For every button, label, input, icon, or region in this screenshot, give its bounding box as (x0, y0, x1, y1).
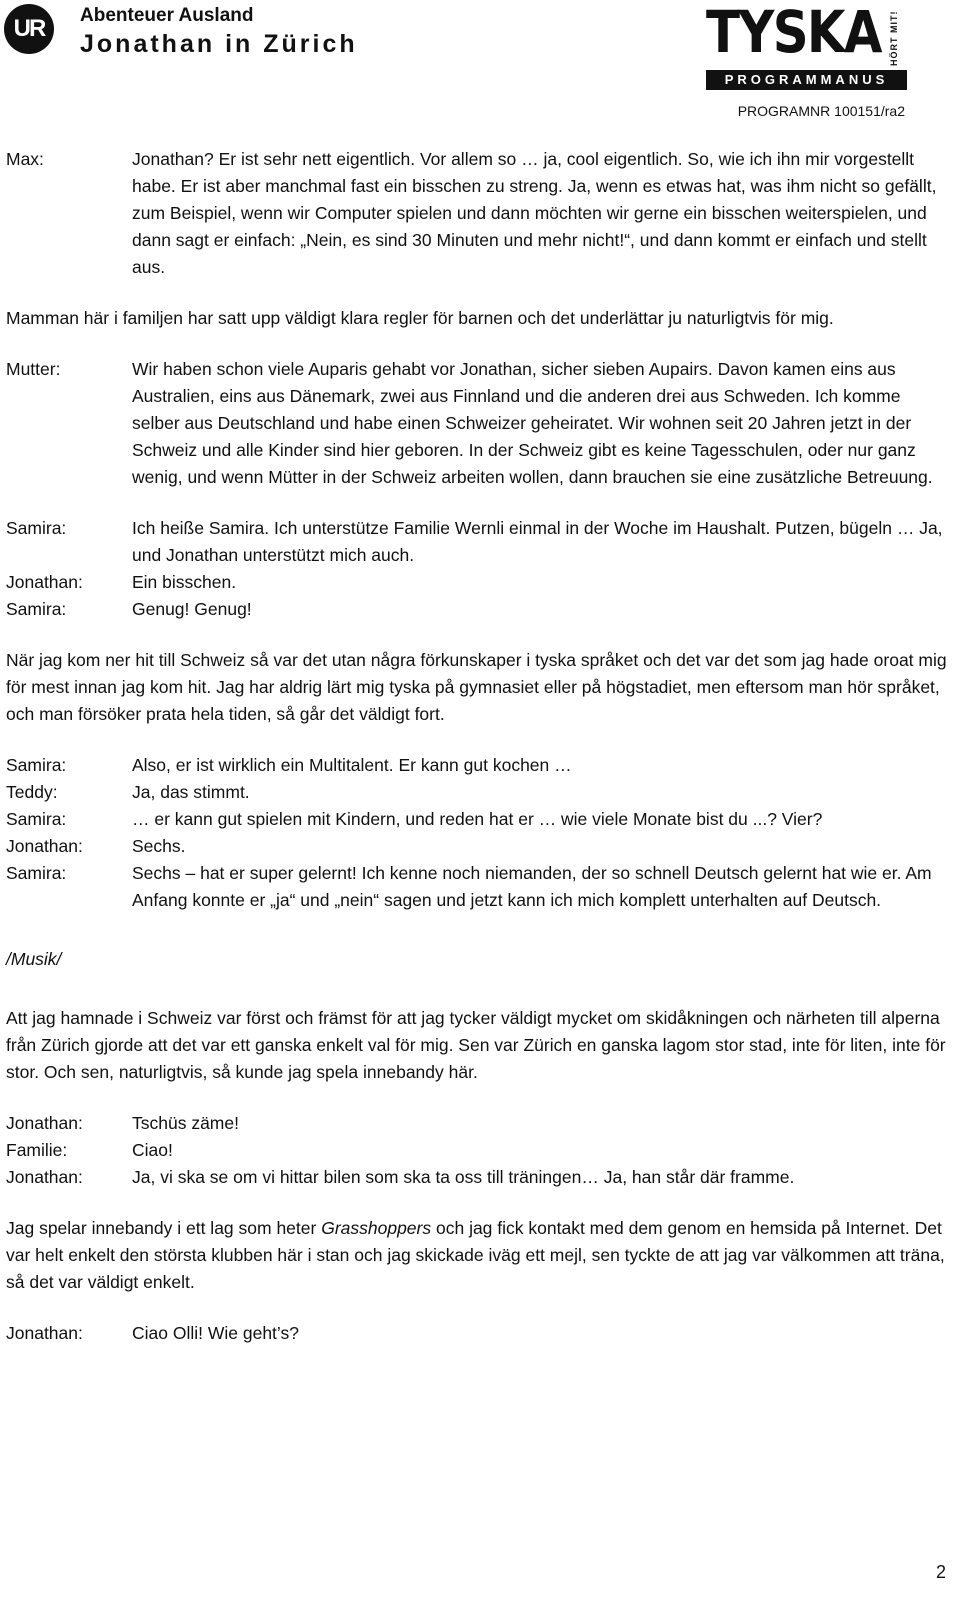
transcript (6, 146, 950, 1347)
team-name: Grasshoppers (321, 1218, 432, 1238)
line-text: Genug! Genug! (132, 599, 252, 619)
speaker: Samira: (6, 518, 67, 538)
dialogue-line (6, 596, 950, 623)
speaker: Jonathan: (6, 1167, 83, 1187)
dialogue-line (6, 752, 950, 779)
dialogue-line (6, 1320, 950, 1347)
speaker: Teddy: (6, 782, 58, 802)
dialogue-line (6, 356, 950, 491)
dialogue-line (6, 806, 950, 833)
narration: Mamman här i familjen har satt upp väldigt klara regler för barnen och det underlättar ju naturligtvis för mig. (6, 308, 834, 328)
speaker: Mutter: (6, 359, 61, 379)
line-text: Ja, vi ska se om vi hittar bilen som ska ta oss till träningen… Ja, han står där framme. (132, 1167, 795, 1187)
series-title: Abenteuer Ausland (80, 5, 254, 26)
brand-logo-text: TYSKA (706, 0, 881, 66)
speaker: Jonathan: (6, 572, 83, 592)
speaker: Jonathan: (6, 1113, 83, 1133)
dialogue-line (6, 569, 950, 596)
narration: När jag kom ner hit till Schweiz så var det utan några förkunskaper i tyska språket och det var det som jag hade oroat mig för mest innan jag kom hit. Jag har aldrig lärt mig tyska på gymnasiet eller på högstadiet, men eftersom man hör språket, och man försöker prata hela tiden, så går det väldigt fort. (6, 650, 947, 724)
music-cue: /Musik/ (6, 949, 62, 969)
speaker: Jonathan: (6, 1323, 83, 1343)
line-text: … er kann gut spielen mit Kindern, und reden hat er … wie viele Monate bist du ...? Vier? (132, 809, 823, 829)
line-text: Sechs – hat er super gelernt! Ich kenne noch niemanden, der so schnell Deutsch gelernt hat wie er. Am Anfang konnte er „ja“ und „nein“ sagen und jetzt kann ich mich komplett unterhalten auf Deutsch. (132, 863, 932, 910)
speaker: Samira: (6, 863, 67, 883)
dialogue-line (6, 515, 950, 569)
speaker: Familie: (6, 1140, 68, 1160)
line-text: Wir haben schon viele Auparis gehabt vor Jonathan, sicher sieben Aupairs. Davon kamen eins aus Australien, eins aus Dänemark, zwei aus Finnland und die anderen drei aus Schweden. Ich komme selber aus Deutschland und habe einen Schweizer geheiratet. Wir wohnen seit 20 Jahren jetzt in der Schweiz und alle Kinder sind hier geboren. In der Schweiz gibt es keine Tagesschulen, oder nur ganz wenig, und wenn Mütter in der Schweiz arbeiten wollen, dann brauchen sie eine zusätzliche Betreuung. (132, 359, 933, 487)
speaker: Samira: (6, 599, 67, 619)
dialogue-line (6, 1137, 950, 1164)
dialogue-line (6, 146, 950, 281)
line-text: Ciao Olli! Wie geht’s? (132, 1323, 299, 1343)
program-label: PROGRAMMANUS (706, 70, 907, 90)
program-title: Jonathan in Zürich (80, 30, 358, 58)
dialogue-line (6, 1164, 950, 1191)
speaker: Samira: (6, 809, 67, 829)
narration-text: Jag spelar innebandy i ett lag som heter (6, 1218, 322, 1238)
page-header (0, 0, 960, 125)
line-text: Ich heiße Samira. Ich unterstütze Familie Wernli einmal in der Woche im Haushalt. Putzen, bügeln … Ja, und Jonathan unterstützt mich auch. (132, 518, 943, 565)
dialogue-line (6, 1110, 950, 1137)
line-text: Ja, das stimmt. (132, 782, 250, 802)
narration: Att jag hamnade i Schweiz var först och främst för att jag tycker väldigt mycket om skidåkningen och närheten till alperna från Zürich gjorde att det var ett ganska enkelt val för mig. Sen var Zürich en ganska lagom stor stad, inte för liten, inte för stor. Och sen, naturligtvis, så kunde jag spela innebandy här. (6, 1008, 946, 1082)
line-text: Tschüs zäme! (132, 1113, 239, 1133)
dialogue-line (6, 779, 950, 806)
line-text: Jonathan? Er ist sehr nett eigentlich. Vor allem so … ja, cool eigentlich. So, wie ich ihn mir vorgestellt habe. Er ist aber manchmal fast ein bisschen zu streng. Ja, wenn es etwas hat, was ihm nicht so gefällt, zum Beispiel, wenn wir Computer spielen und dann möchten wir gerne ein bisschen weiterspielen, und dann sagt er einfach: „Nein, es sind 30 Minuten und mehr nicht!“, und dann kommt er einfach und stellt aus. (132, 149, 937, 277)
narration (6, 1215, 950, 1296)
line-text: Also, er ist wirklich ein Multitalent. Er kann gut kochen … (132, 755, 572, 775)
page-number: 2 (935, 1562, 946, 1582)
dialogue-line (6, 833, 950, 860)
speaker: Max: (6, 149, 44, 169)
ur-logo: UR (4, 4, 54, 54)
program-number: PROGRAMNR 100151/ra2 (737, 103, 905, 119)
speaker: Samira: (6, 755, 67, 775)
narration-text: och jag fick kontakt med dem genom en hemsida på Internet. Det var helt enkelt den största klubben här i stan och jag skickade iväg ett mejl, sen tyckte de att jag var välkommen att träna, så det var väldigt enkelt. (6, 1218, 945, 1292)
line-text: Ein bisschen. (132, 572, 237, 592)
brand-tagline: HÖRT MIT! (889, 10, 899, 66)
line-text: Sechs. (132, 836, 186, 856)
line-text: Ciao! (132, 1140, 173, 1160)
dialogue-line (6, 860, 950, 914)
speaker: Jonathan: (6, 836, 83, 856)
